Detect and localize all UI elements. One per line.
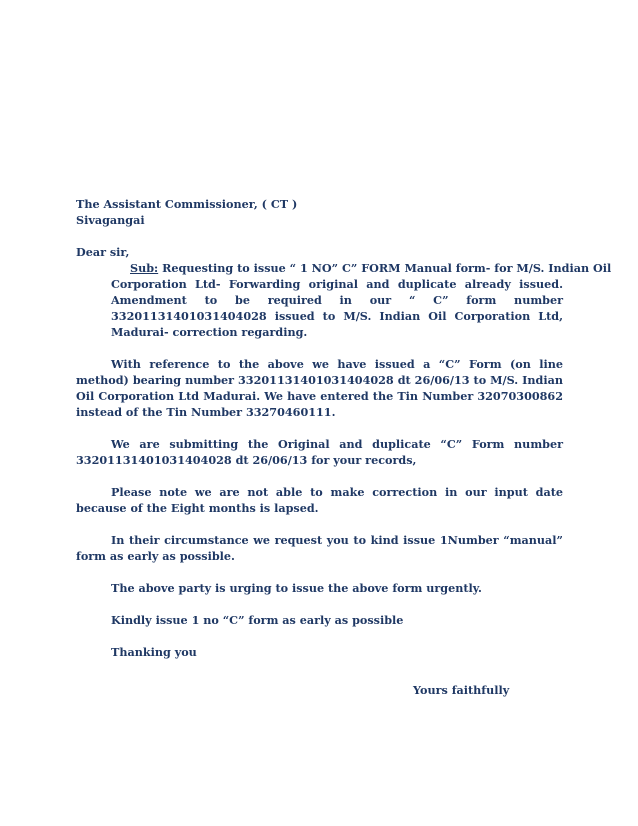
paragraph-request: In their circumstance we request you to kind issue 1Number “manual” form as early as possible. [76, 533, 563, 563]
subject-continuation [76, 276, 563, 340]
letter-body [76, 196, 612, 660]
paragraph-submitting: We are submitting the Original and duplicate “C” Form number 33201131401031404028 dt 26/06/13 for your records, [76, 437, 563, 467]
line-kindly-issue: Kindly issue 1 no “C” form as early as possible [111, 613, 404, 627]
subject-first-line [76, 260, 612, 276]
closing-yours-faithfully: Yours faithfully [413, 683, 510, 697]
subject-line1: Requesting to issue “ 1 NO” C” FORM Manual form- for M/S. Indian Oil [162, 261, 612, 275]
paragraph-reference: With reference to the above we have issued a “C” Form (on line method) bearing number 33201131401031404028 dt 26/06/13 to M/S. Indian Oil Corporation Ltd Madurai. We have entered the Tin Number 32070300862 instead of the Tin Number 33270460111. [76, 357, 563, 419]
line-thanking: Thanking you [111, 645, 197, 659]
salutation: Dear sir, [76, 245, 130, 259]
recipient-title: The Assistant Commissioner, ( CT ) [76, 197, 298, 211]
paragraph-note: Please note we are not able to make correction in our input date because of the Eight months is lapsed. [76, 485, 563, 515]
recipient-location: Sivagangai [76, 213, 145, 227]
subject-rest: Corporation Ltd- Forwarding original and duplicate already issued. Amendment to be required in our “ C” form number 33201131401031404028 issued to M/S. Indian Oil Corporation Ltd, Madurai- correction regarding. [111, 277, 563, 339]
subject-label: Sub: [130, 261, 159, 275]
line-urging: The above party is urging to issue the above form urgently. [111, 581, 482, 595]
